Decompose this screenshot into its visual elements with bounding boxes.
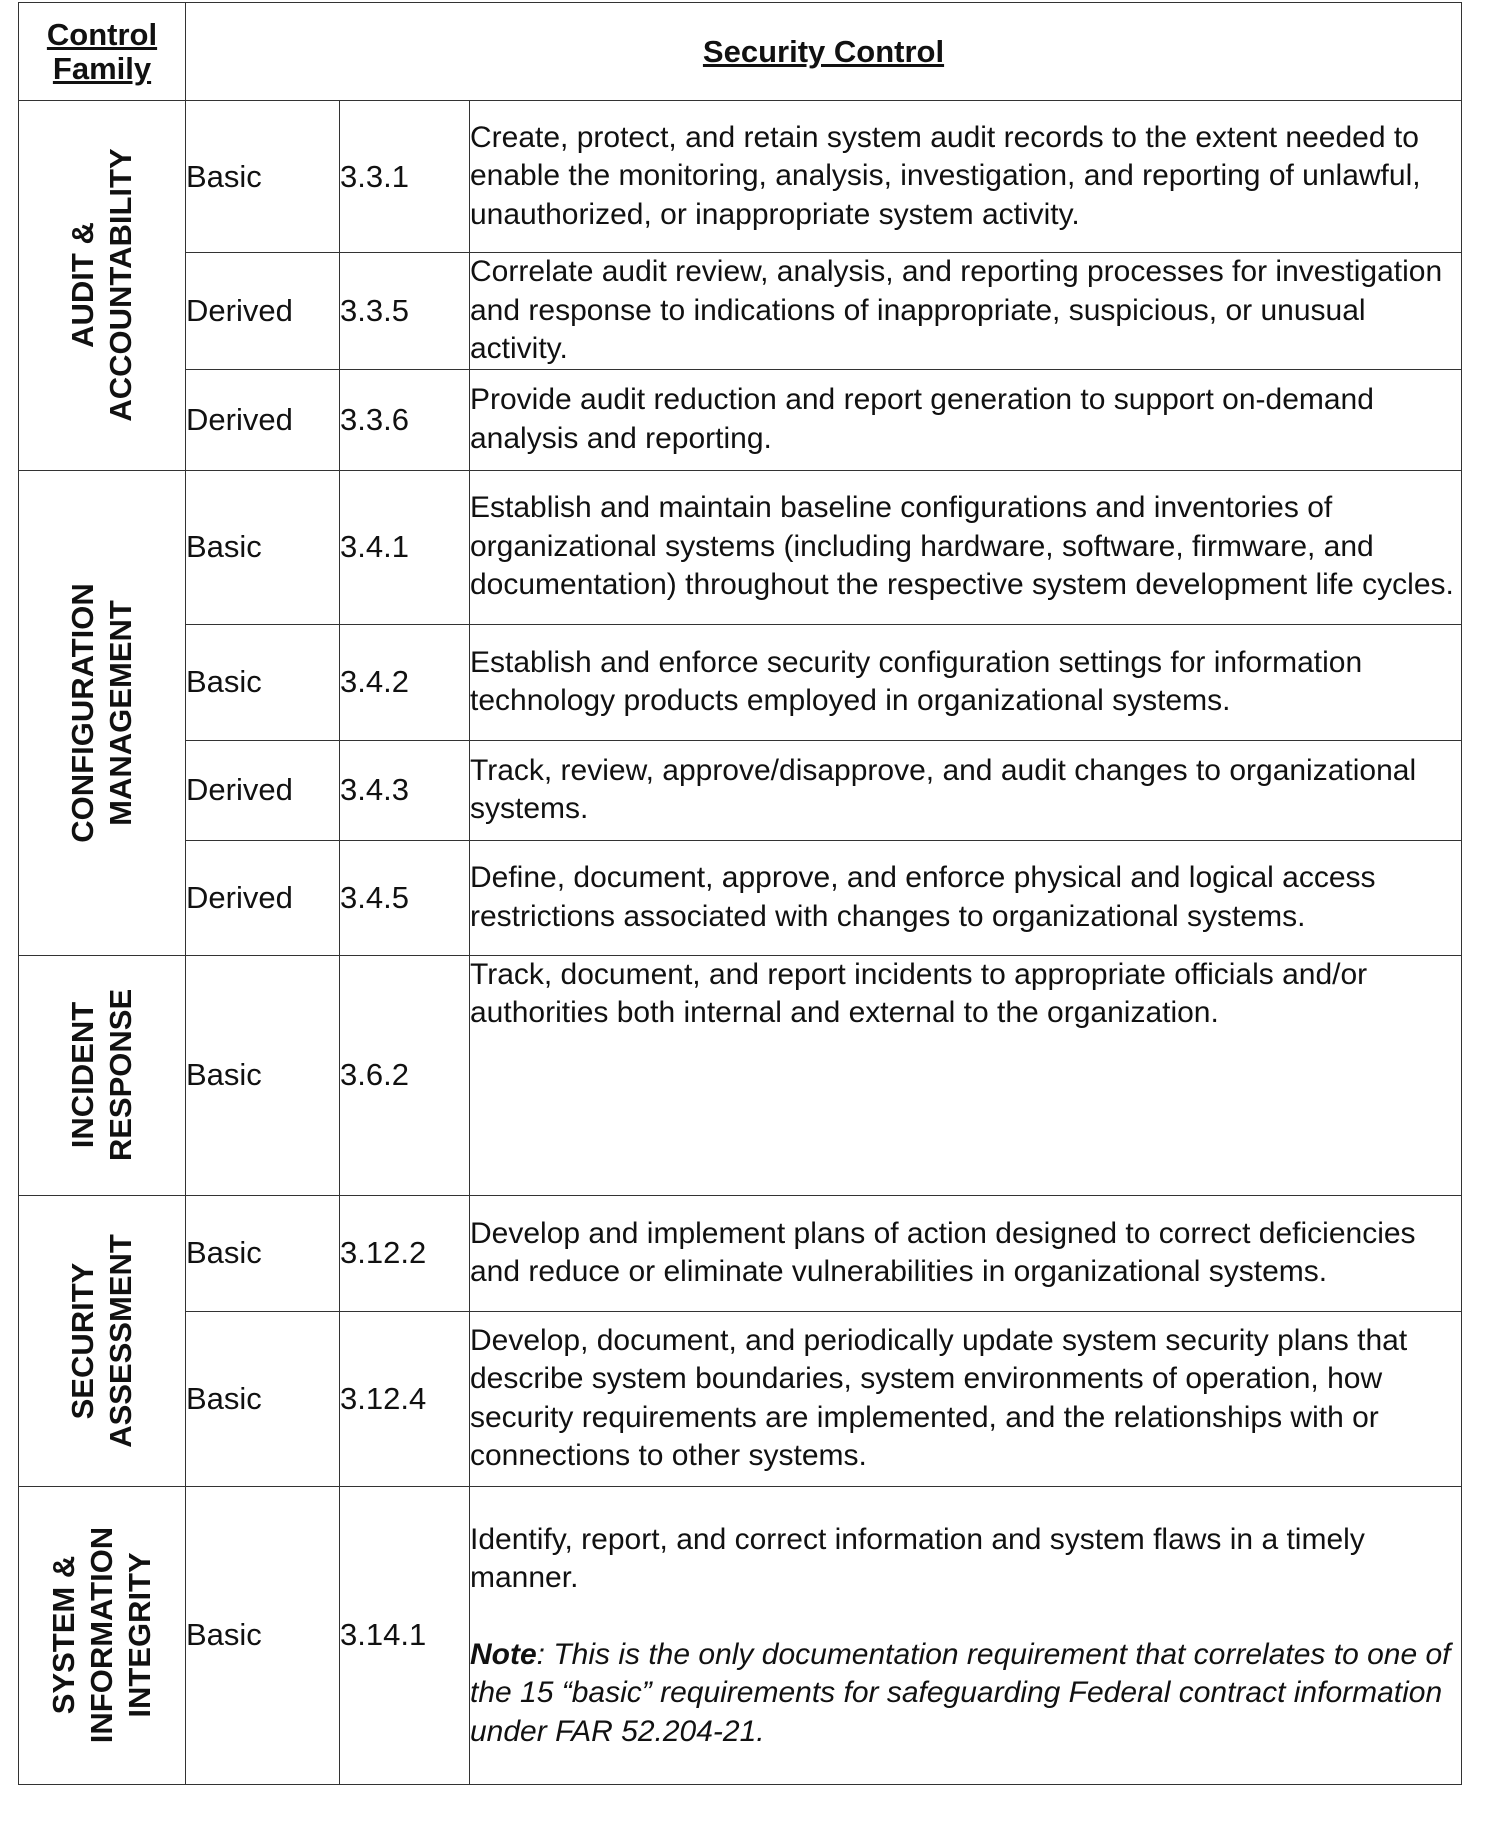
requirement-number: 3.12.4 [340,1311,470,1486]
requirement-type: Derived [186,253,340,370]
family-configuration-management: CONFIGURATION MANAGEMENT [19,470,186,955]
requirement-type: Basic [186,1195,340,1311]
requirement-type: Derived [186,740,340,840]
family-security-assessment: SECURITY ASSESSMENT [19,1195,186,1486]
requirement-text: Identify, report, and correct information and system flaws in a timely manner. [470,1522,1365,1595]
table-row [19,840,1462,955]
table-row [19,369,1462,470]
requirement-note [470,1636,1461,1752]
table-row [19,955,1462,1195]
requirement-text: Provide audit reduction and report generation to support on-demand analysis and reporting. [470,369,1462,470]
note-label: Note [470,1637,537,1671]
family-audit-accountability: AUDIT & ACCOUNTABILITY [19,101,186,471]
requirement-type: Derived [186,840,340,955]
requirement-text: Track, document, and report incidents to appropriate officials and/or authorities both internal and external to the organization. [470,955,1462,1195]
table-row [19,1195,1462,1311]
requirement-text: Develop, document, and periodically update system security plans that describe system boundaries, system environments of operation, how security requirements are implemented, and the relationships with or connections to other systems. [470,1311,1462,1486]
requirement-text: Establish and maintain baseline configurations and inventories of organizational systems (including hardware, software, firmware, and documentation) throughout the respective system development life cycles. [470,470,1462,624]
header-row [19,3,1462,101]
table-row [19,740,1462,840]
table-row [19,470,1462,624]
requirement-text: Create, protect, and retain system audit records to the extent needed to enable the monitoring, analysis, investigation, and reporting of unlawful, unauthorized, or inappropriate system activity. [470,101,1462,253]
requirement-type: Basic [186,1311,340,1486]
requirement-type: Basic [186,470,340,624]
requirement-text: Define, document, approve, and enforce physical and logical access restrictions associated with changes to organizational systems. [470,840,1462,955]
requirement-text: Develop and implement plans of action designed to correct deficiencies and reduce or eliminate vulnerabilities in organizational systems. [470,1195,1462,1311]
requirement-text: Establish and enforce security configuration settings for information technology products employed in organizational systems. [470,624,1462,740]
note-text: : This is the only documentation requirement that correlates to one of the 15 “basic” requirements for safeguarding Federal contract information under FAR 52.204-21. [470,1637,1451,1748]
requirement-number: 3.3.5 [340,253,470,370]
requirement-type: Basic [186,101,340,253]
requirement-number: 3.14.1 [340,1486,470,1784]
requirement-type: Basic [186,624,340,740]
requirement-number: 3.3.1 [340,101,470,253]
table-row [19,624,1462,740]
requirement-number: 3.4.1 [340,470,470,624]
requirement-text: Correlate audit review, analysis, and reporting processes for investigation and response to indications of inappropriate, suspicious, or unusual activity. [470,253,1462,370]
table-row [19,101,1462,253]
family-system-information-integrity: SYSTEM & INFORMATION INTEGRITY [19,1486,186,1784]
requirement-type: Basic [186,955,340,1195]
table-row [19,253,1462,370]
requirement-text: Track, review, approve/disapprove, and audit changes to organizational systems. [470,740,1462,840]
security-control-header: Security Control [186,3,1462,101]
control-family-header: Control Family [19,3,186,101]
requirement-number: 3.4.5 [340,840,470,955]
requirement-number: 3.12.2 [340,1195,470,1311]
table-row [19,1311,1462,1486]
family-incident-response: INCIDENT RESPONSE [19,955,186,1195]
requirement-type: Basic [186,1486,340,1784]
requirement-number: 3.4.2 [340,624,470,740]
requirement-number: 3.4.3 [340,740,470,840]
requirement-text-cell [470,1486,1462,1784]
requirement-type: Derived [186,369,340,470]
security-controls-table [18,2,1462,1785]
requirement-number: 3.6.2 [340,955,470,1195]
requirement-number: 3.3.6 [340,369,470,470]
table-row [19,1486,1462,1784]
